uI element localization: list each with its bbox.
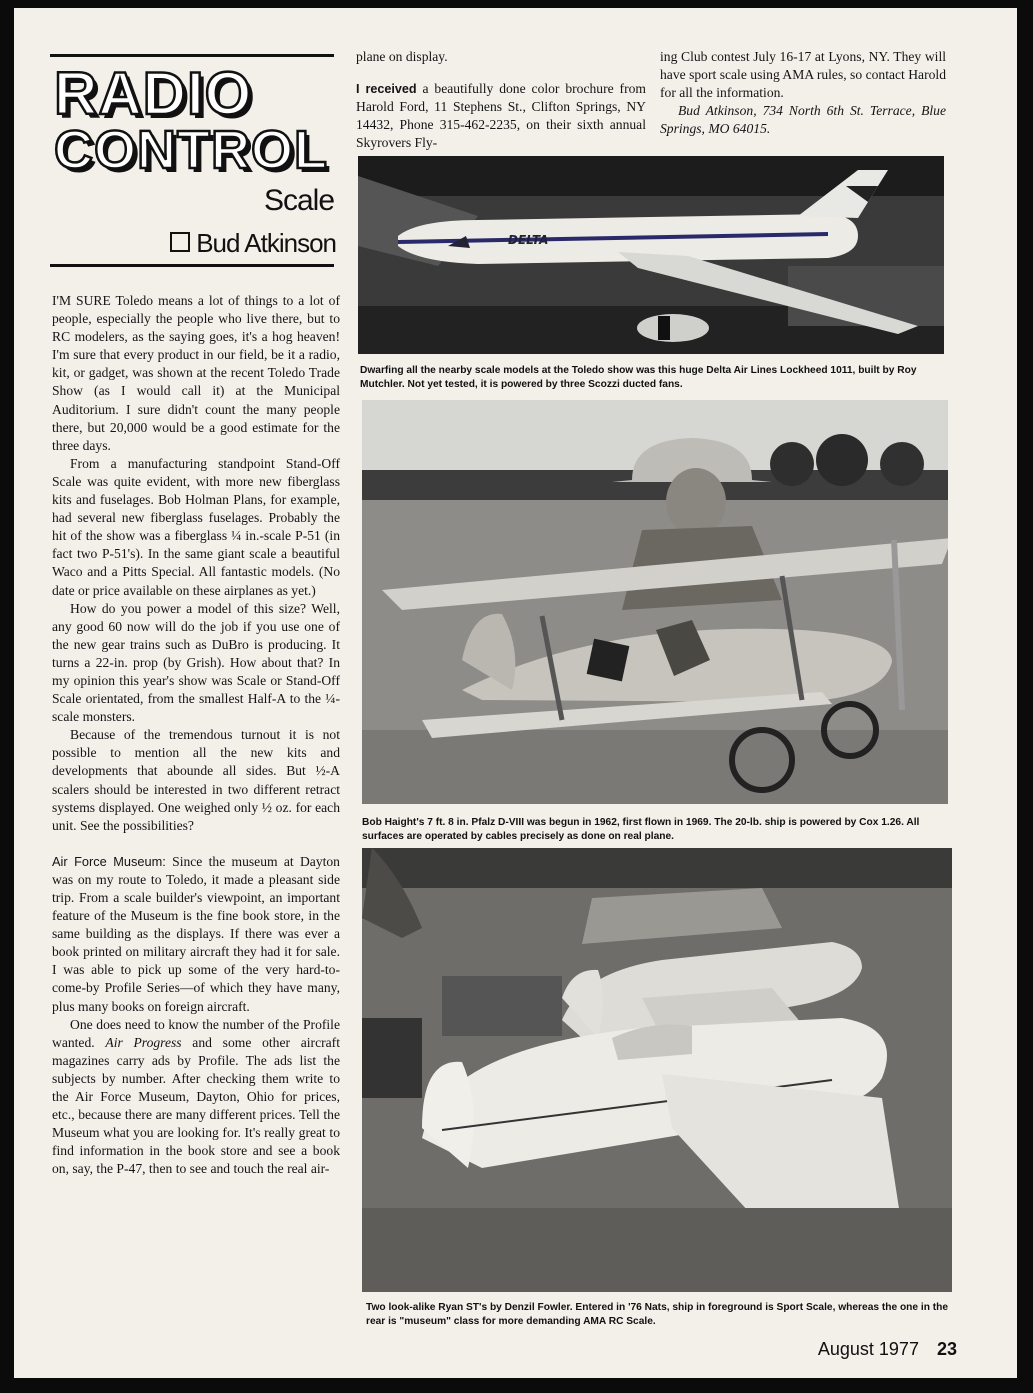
delta-airliner-illustration: [358, 156, 944, 354]
author-address: Bud Atkinson, 734 North 6th St. Terrace, Blue Springs, MO 64015.: [660, 103, 946, 137]
brochure-text: a beautifully done color brochure from Harold Ford, 11 Stephens St., Clifton Springs, NY 14432, Phone 315-462-2235, on their sixth annual Skyrovers Fly-: [356, 81, 646, 151]
article-column-2-top: [356, 48, 646, 152]
magazine-page: [14, 8, 1017, 1378]
department-title: Scale: [263, 184, 334, 217]
logo-line-radio: RADIO: [54, 60, 253, 127]
header-top-rule: [50, 54, 334, 57]
checkbox-bullet-icon: [170, 232, 190, 252]
page-number: 23: [936, 1339, 957, 1359]
paragraph-brochure: [356, 80, 646, 152]
page-footer: [818, 1339, 957, 1360]
paragraph-air-force-museum: [52, 853, 340, 1016]
paragraph-profile: [52, 1016, 340, 1179]
paragraph-contest: ing Club contest July 16-17 at Lyons, NY. They will have sport scale using AMA rules, so contact Harold for all the information.: [660, 49, 946, 101]
photo-pfalz-dviii: [362, 400, 948, 804]
profile-text-b: and some other aircraft magazines carry ads by Profile. The ads list the subjects by number. After checking them write to the Air Force Museum, Dayton, Ohio for prices, etc., because there are many different prices. Tell the Museum what you are looking for. It's really great to find information in the book store and see a book on, say, the P-47, then to see and touch the real air-: [52, 1034, 340, 1177]
ryan-st-illustration: [362, 848, 952, 1292]
paragraph-continuation: plane on display.: [356, 49, 448, 64]
author-name: Bud Atkinson: [196, 228, 336, 258]
caption-photo-pfalz: Bob Haight's 7 ft. 8 in. Pfalz D-VIII was begun in 1962, first flown in 1969. The 20-lb. ship is powered by Cox 1.26. All surfaces are operated by cables precisely as done on real plane.: [362, 817, 920, 842]
author-byline: [140, 228, 336, 259]
header-bottom-rule: [50, 264, 334, 267]
article-column-1: [52, 292, 340, 1179]
paragraph-standoff-scale: From a manufacturing standpoint Stand-Off Scale was quite evident, with more new fiberglass kits and fuselages. Bob Holman Plans, for example, had several new fiberglass fuselages. Probably the hit of the show was a fiberglass ¼ in.-scale P-51 (in fact two P-51's). In the same giant scale a beautiful Waco and a Pitts Special. All fantastic models. (No date or price available on these airplanes as yet.): [52, 455, 340, 598]
column-logo: [54, 60, 338, 180]
issue-date: August 1977: [817, 1339, 919, 1359]
paragraph-intro: I'M SURE Toledo means a lot of things to a lot of people, especially the people who live there, but to RC modelers, as the saying goes, it's a hog heaven! I'm sure that every product in our field, be it a radio, kit, or gadget, was shown at the recent Toledo Trade Show (as I would call it) at the Municipal Auditorium. I sure didn't count the many people there, but 20,000 would be a good estimate for the three days.: [52, 293, 340, 453]
caption-photo-ryan: Two look-alike Ryan ST's by Denzil Fowler. Entered in '76 Nats, ship in foreground is Sport Scale, whereas the one in the rear is "museum" class for more demanding AMA RC Scale.: [366, 1302, 949, 1327]
magazine-title-air-progress: Air Progress: [105, 1034, 182, 1050]
air-force-museum-text: Since the museum at Dayton was on my route to Toledo, it made a pleasant side trip. From a scale builder's viewpoint, an important feature of the Museum is the fine book store, in the same building as the displays. If there was ever a book printed on military aircraft they had it for sale. I was able to pick up some of the very hard-to-come-by Profile Series—of which they have many, plus many books on foreign aircraft.: [52, 853, 340, 1014]
paragraph-power: How do you power a model of this size? Well, any good 60 now will do the job if you use one of the new gear trains such as DuBro is producing. It turns a 22-in. prop (by Grish). How about that? In my opinion this year's show was Scale or Stand-Off Scale orientated, from the smallest Half-A to the ¼-scale monsters.: [52, 600, 340, 725]
photo-delta-l1011: [358, 156, 944, 354]
pfalz-biplane-illustration: [362, 400, 948, 804]
lead-in-i-received: I received: [356, 82, 417, 97]
photo-ryan-st: [362, 848, 952, 1292]
delta-livery-text: DELTA: [508, 233, 549, 247]
paragraph-retracts: Because of the tremendous turnout it is not possible to mention all the new kits and developments that abounde all sides. But ½-A scalers should be interested in two different retract systems displayed. One weighed only ½ oz. for each unit. See the possibilities?: [52, 727, 340, 833]
section-head-air-force-museum: Air Force Museum:: [52, 853, 166, 869]
article-column-3-top: [660, 48, 946, 138]
profile-text-a: One does need to know the number of the Profile wanted.: [52, 1016, 340, 1050]
caption-photo-delta: Dwarfing all the nearby scale models at the Toledo show was this huge Delta Air Lines Lockheed 1011, built by Roy Mutchler. Not yet tested, it is powered by three Scozzi ducted fans.: [360, 365, 917, 390]
logo-line-control: CONTROL: [54, 120, 328, 180]
